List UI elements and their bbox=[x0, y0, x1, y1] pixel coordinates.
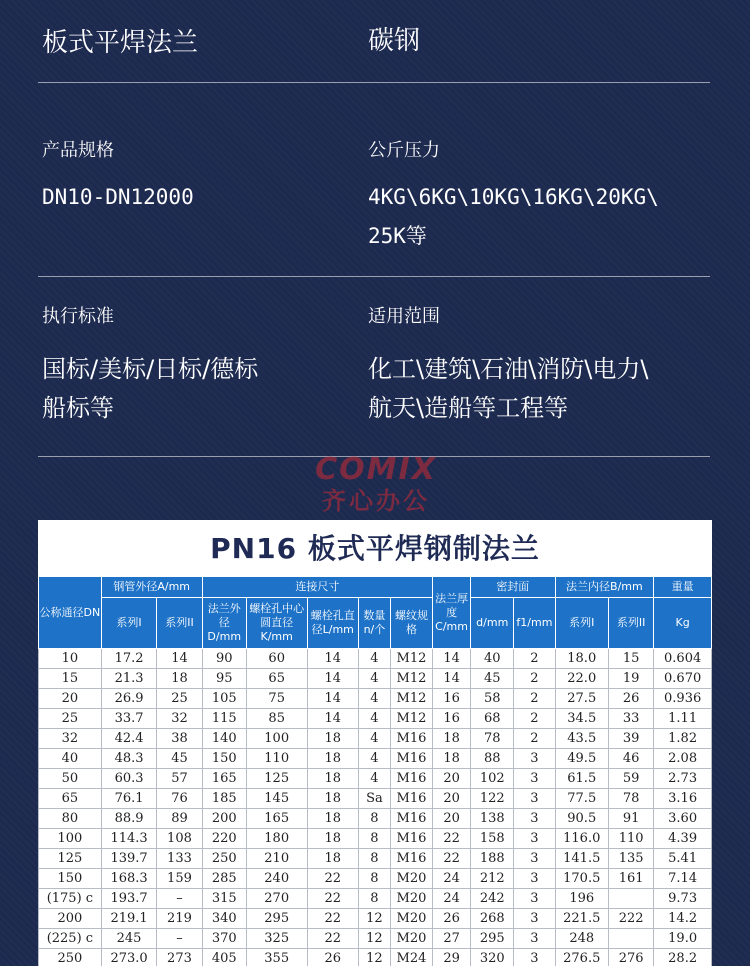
table-row bbox=[39, 949, 712, 966]
table-cell: 19 bbox=[609, 669, 654, 689]
header-flange-id: 法兰内径B/mm bbox=[555, 577, 654, 598]
table-cell: 40 bbox=[39, 749, 102, 769]
table-cell: 9.73 bbox=[654, 889, 712, 909]
header-id-s1: 系列I bbox=[555, 598, 609, 649]
table-cell: 193.7 bbox=[101, 889, 157, 909]
table-cell: 76.1 bbox=[101, 789, 157, 809]
table-cell: 33 bbox=[609, 709, 654, 729]
table-cell: 76 bbox=[157, 789, 202, 809]
table-cell: 105 bbox=[202, 689, 246, 709]
table-cell: 2 bbox=[514, 649, 555, 669]
table-cell: 133 bbox=[157, 849, 202, 869]
table-cell: 8 bbox=[358, 829, 390, 849]
table-cell: 14.2 bbox=[654, 909, 712, 929]
table-cell: 26 bbox=[307, 949, 358, 966]
table-cell: 1.82 bbox=[654, 729, 712, 749]
table-cell: M12 bbox=[390, 669, 432, 689]
table-cell: 114.3 bbox=[101, 829, 157, 849]
table-cell: 88 bbox=[471, 749, 514, 769]
table-cell: 24 bbox=[433, 889, 471, 909]
table-row bbox=[39, 689, 712, 709]
table-cell: M12 bbox=[390, 649, 432, 669]
table-cell: 355 bbox=[246, 949, 307, 966]
table-cell: 3 bbox=[514, 789, 555, 809]
table-cell: 34.5 bbox=[555, 709, 609, 729]
table-cell: 115 bbox=[202, 709, 246, 729]
table-row bbox=[39, 909, 712, 929]
table-cell: 196 bbox=[555, 889, 609, 909]
table-cell: 25 bbox=[39, 709, 102, 729]
table-cell: 80 bbox=[39, 809, 102, 829]
table-cell: 276.5 bbox=[555, 949, 609, 966]
table-cell: 18.0 bbox=[555, 649, 609, 669]
table-cell: 18 bbox=[157, 669, 202, 689]
table-cell: 270 bbox=[246, 889, 307, 909]
header-connection: 连接尺寸 bbox=[202, 577, 432, 598]
table-cell: 3 bbox=[514, 869, 555, 889]
table-cell: 12 bbox=[358, 949, 390, 966]
table-cell: 140 bbox=[202, 729, 246, 749]
table-cell: 68 bbox=[471, 709, 514, 729]
watermark-chinese: 齐心办公 bbox=[322, 487, 430, 515]
table-cell: 4 bbox=[358, 649, 390, 669]
table-row bbox=[39, 749, 712, 769]
table-cell: 3.60 bbox=[654, 809, 712, 829]
table-cell: 14 bbox=[307, 669, 358, 689]
table-cell: M20 bbox=[390, 889, 432, 909]
table-cell: 38 bbox=[157, 729, 202, 749]
table-cell: 57 bbox=[157, 769, 202, 789]
table-cell: 32 bbox=[157, 709, 202, 729]
spec-row-standard bbox=[38, 302, 710, 432]
table-cell: 200 bbox=[39, 909, 102, 929]
table-cell: M20 bbox=[390, 869, 432, 889]
pressure-value-line2: 25K等 bbox=[368, 224, 427, 248]
table-cell: 14 bbox=[433, 669, 471, 689]
table-cell: 4 bbox=[358, 669, 390, 689]
table-cell: M16 bbox=[390, 829, 432, 849]
product-material: 碳钢 bbox=[368, 26, 421, 56]
table-title: PN16 板式平焊钢制法兰 bbox=[210, 532, 540, 565]
table-cell: 185 bbox=[202, 789, 246, 809]
table-cell: M16 bbox=[390, 769, 432, 789]
table-cell: M12 bbox=[390, 689, 432, 709]
table-cell: 27 bbox=[433, 929, 471, 949]
table-cell: 14 bbox=[307, 649, 358, 669]
table-row bbox=[39, 769, 712, 789]
spec-label: 产品规格 bbox=[42, 140, 114, 161]
table-cell: 4 bbox=[358, 749, 390, 769]
header-weight: 重量 bbox=[654, 577, 712, 598]
pressure-label: 公斤压力 bbox=[368, 140, 440, 161]
table-cell: 100 bbox=[246, 729, 307, 749]
header-dn: 公称通径DN bbox=[39, 577, 102, 649]
table-cell: 85 bbox=[246, 709, 307, 729]
table-cell: 3 bbox=[514, 929, 555, 949]
header-flange-od: 法兰外径D/mm bbox=[202, 598, 246, 649]
header-series2: 系列II bbox=[157, 598, 202, 649]
table-cell: 159 bbox=[157, 869, 202, 889]
table-cell: 48.3 bbox=[101, 749, 157, 769]
table-cell bbox=[609, 889, 654, 909]
header-weight-unit: Kg bbox=[654, 598, 712, 649]
standard-value-line2: 船标等 bbox=[42, 394, 114, 422]
table-cell: 78 bbox=[609, 789, 654, 809]
table-cell: 18 bbox=[307, 789, 358, 809]
table-row bbox=[39, 649, 712, 669]
table-cell: M16 bbox=[390, 729, 432, 749]
table-cell: 188 bbox=[471, 849, 514, 869]
table-cell: 3 bbox=[514, 749, 555, 769]
table-cell: 138 bbox=[471, 809, 514, 829]
table-cell: 3 bbox=[514, 889, 555, 909]
table-cell: 7.14 bbox=[654, 869, 712, 889]
table-cell: 4 bbox=[358, 729, 390, 749]
table-cell: 18 bbox=[307, 829, 358, 849]
table-cell: 42.4 bbox=[101, 729, 157, 749]
table-cell: 125 bbox=[39, 849, 102, 869]
table-cell: 165 bbox=[202, 769, 246, 789]
table-cell: 2.73 bbox=[654, 769, 712, 789]
table-cell: 40 bbox=[471, 649, 514, 669]
table-cell: 212 bbox=[471, 869, 514, 889]
table-cell: 20 bbox=[433, 789, 471, 809]
table-cell: 3 bbox=[514, 849, 555, 869]
table-cell: 4 bbox=[358, 709, 390, 729]
table-row bbox=[39, 849, 712, 869]
table-cell: 273.0 bbox=[101, 949, 157, 966]
scope-value-line2: 航天\造船等工程等 bbox=[368, 394, 569, 422]
table-cell: 221.5 bbox=[555, 909, 609, 929]
table-cell: 161 bbox=[609, 869, 654, 889]
table-cell: 18 bbox=[307, 809, 358, 829]
product-name: 板式平焊法兰 bbox=[42, 28, 199, 58]
table-cell: 158 bbox=[471, 829, 514, 849]
table-cell: 45 bbox=[471, 669, 514, 689]
table-cell: 150 bbox=[202, 749, 246, 769]
table-cell: 77.5 bbox=[555, 789, 609, 809]
table-cell: 240 bbox=[246, 869, 307, 889]
table-cell: 8 bbox=[358, 869, 390, 889]
header-series1: 系列I bbox=[101, 598, 157, 649]
table-cell: 110 bbox=[246, 749, 307, 769]
table-cell: M20 bbox=[390, 929, 432, 949]
table-cell: 125 bbox=[246, 769, 307, 789]
header-bolt-hole: 螺栓孔直径L/mm bbox=[307, 598, 358, 649]
table-cell: M16 bbox=[390, 809, 432, 829]
table-cell: 295 bbox=[471, 929, 514, 949]
table-cell: (225) c bbox=[39, 929, 102, 949]
table-cell: 29 bbox=[433, 949, 471, 966]
table-cell bbox=[609, 929, 654, 949]
table-cell: 3 bbox=[514, 809, 555, 829]
table-cell: 26.9 bbox=[101, 689, 157, 709]
table-cell: 219.1 bbox=[101, 909, 157, 929]
table-cell: 22 bbox=[307, 929, 358, 949]
table-cell: 250 bbox=[202, 849, 246, 869]
table-cell: 25 bbox=[157, 689, 202, 709]
table-row bbox=[39, 789, 712, 809]
table-cell: 0.670 bbox=[654, 669, 712, 689]
table-cell: (175) c bbox=[39, 889, 102, 909]
table-cell: 320 bbox=[471, 949, 514, 966]
table-cell: 4 bbox=[358, 689, 390, 709]
table-cell: 18 bbox=[307, 749, 358, 769]
header-seal-f1: f1/mm bbox=[514, 598, 555, 649]
table-cell: 8 bbox=[358, 809, 390, 829]
table-cell: 219 bbox=[157, 909, 202, 929]
table-cell: 32 bbox=[39, 729, 102, 749]
table-cell: 222 bbox=[609, 909, 654, 929]
table-cell: 15 bbox=[39, 669, 102, 689]
table-cell: 276 bbox=[609, 949, 654, 966]
table-cell: 65 bbox=[246, 669, 307, 689]
table-cell: 27.5 bbox=[555, 689, 609, 709]
table-cell: M16 bbox=[390, 749, 432, 769]
table-cell: – bbox=[157, 889, 202, 909]
table-cell: 3 bbox=[514, 829, 555, 849]
table-cell: 22 bbox=[307, 869, 358, 889]
table-cell: 20 bbox=[39, 689, 102, 709]
table-cell: 141.5 bbox=[555, 849, 609, 869]
table-cell: 18 bbox=[307, 769, 358, 789]
table-cell: 18 bbox=[433, 749, 471, 769]
table-cell: 16 bbox=[433, 689, 471, 709]
table-cell: 19.0 bbox=[654, 929, 712, 949]
table-cell: 14 bbox=[433, 649, 471, 669]
table-cell: 89 bbox=[157, 809, 202, 829]
table-cell: 21.3 bbox=[101, 669, 157, 689]
table-cell: 46 bbox=[609, 749, 654, 769]
table-cell: 135 bbox=[609, 849, 654, 869]
table-cell: 2 bbox=[514, 669, 555, 689]
table-cell: 39 bbox=[609, 729, 654, 749]
table-cell: 15 bbox=[609, 649, 654, 669]
table-row bbox=[39, 829, 712, 849]
table-cell: 14 bbox=[157, 649, 202, 669]
table-cell: M16 bbox=[390, 789, 432, 809]
table-cell: 0.604 bbox=[654, 649, 712, 669]
table-cell: 22 bbox=[433, 849, 471, 869]
spec-row-name bbox=[38, 18, 710, 58]
table-cell: 285 bbox=[202, 869, 246, 889]
watermark-logo bbox=[296, 452, 456, 516]
table-cell: 273 bbox=[157, 949, 202, 966]
divider bbox=[38, 82, 710, 83]
table-cell: 18 bbox=[433, 729, 471, 749]
table-cell: 250 bbox=[39, 949, 102, 966]
table-cell: 165 bbox=[246, 809, 307, 829]
table-cell: 16 bbox=[433, 709, 471, 729]
table-cell: 22 bbox=[307, 889, 358, 909]
table-cell: M20 bbox=[390, 909, 432, 929]
table-cell: 17.2 bbox=[101, 649, 157, 669]
scope-label: 适用范围 bbox=[368, 306, 440, 327]
table-cell: 340 bbox=[202, 909, 246, 929]
table-cell: 59 bbox=[609, 769, 654, 789]
header-sealing: 密封面 bbox=[471, 577, 555, 598]
table-cell: 170.5 bbox=[555, 869, 609, 889]
table-cell: 26 bbox=[609, 689, 654, 709]
table-cell: 325 bbox=[246, 929, 307, 949]
table-cell: 200 bbox=[202, 809, 246, 829]
table-cell: 1.11 bbox=[654, 709, 712, 729]
table-cell: 65 bbox=[39, 789, 102, 809]
table-cell: 8 bbox=[358, 889, 390, 909]
table-cell: 122 bbox=[471, 789, 514, 809]
table-cell: 295 bbox=[246, 909, 307, 929]
table-cell: 45 bbox=[157, 749, 202, 769]
watermark-latin: COMIX bbox=[315, 452, 437, 487]
table-cell: 4 bbox=[358, 769, 390, 789]
table-cell: 245 bbox=[101, 929, 157, 949]
table-cell: 90.5 bbox=[555, 809, 609, 829]
table-cell: 14 bbox=[307, 709, 358, 729]
table-cell: 180 bbox=[246, 829, 307, 849]
table-cell: Sa bbox=[358, 789, 390, 809]
table-cell: 220 bbox=[202, 829, 246, 849]
table-cell: 28.2 bbox=[654, 949, 712, 966]
table-cell: 145 bbox=[246, 789, 307, 809]
table-cell: 2.08 bbox=[654, 749, 712, 769]
header-bolt-circle: 螺栓孔中心圆直径K/mm bbox=[246, 598, 307, 649]
spec-value: DN10-DN12000 bbox=[42, 185, 194, 209]
table-cell: 370 bbox=[202, 929, 246, 949]
pressure-value-line1: 4KG\6KG\10KG\16KG\20KG\ bbox=[368, 185, 659, 209]
table-cell: 2 bbox=[514, 689, 555, 709]
table-cell: 2 bbox=[514, 729, 555, 749]
table-row bbox=[39, 709, 712, 729]
table-cell: – bbox=[157, 929, 202, 949]
table-row bbox=[39, 809, 712, 829]
table-cell: 4.39 bbox=[654, 829, 712, 849]
table-row bbox=[39, 869, 712, 889]
table-cell: 75 bbox=[246, 689, 307, 709]
table-cell: 26 bbox=[433, 909, 471, 929]
table-cell: 12 bbox=[358, 909, 390, 929]
table-cell: 58 bbox=[471, 689, 514, 709]
table-cell: 5.41 bbox=[654, 849, 712, 869]
flange-table-panel bbox=[38, 520, 712, 966]
divider bbox=[38, 276, 710, 277]
header-bolt-qty: 数量n/个 bbox=[358, 598, 390, 649]
table-cell: 3.16 bbox=[654, 789, 712, 809]
table-cell: 91 bbox=[609, 809, 654, 829]
table-cell: 60.3 bbox=[101, 769, 157, 789]
table-cell: 110 bbox=[609, 829, 654, 849]
header-thickness: 法兰厚度C/mm bbox=[433, 577, 471, 649]
table-cell: 2 bbox=[514, 709, 555, 729]
table-cell: 49.5 bbox=[555, 749, 609, 769]
table-body bbox=[39, 649, 712, 966]
table-cell: 315 bbox=[202, 889, 246, 909]
table-cell: 22 bbox=[433, 829, 471, 849]
header-id-s2: 系列II bbox=[609, 598, 654, 649]
table-cell: 50 bbox=[39, 769, 102, 789]
header-bolt-thread: 螺纹规格 bbox=[390, 598, 432, 649]
table-cell: 108 bbox=[157, 829, 202, 849]
table-cell: 3 bbox=[514, 949, 555, 966]
header-pipe-od: 钢管外径A/mm bbox=[101, 577, 202, 598]
table-cell: 150 bbox=[39, 869, 102, 889]
table-cell: 248 bbox=[555, 929, 609, 949]
table-cell: 10 bbox=[39, 649, 102, 669]
table-cell: 139.7 bbox=[101, 849, 157, 869]
table-cell: 12 bbox=[358, 929, 390, 949]
table-cell: 22 bbox=[307, 909, 358, 929]
table-cell: 90 bbox=[202, 649, 246, 669]
table-cell: 242 bbox=[471, 889, 514, 909]
header-seal-d: d/mm bbox=[471, 598, 514, 649]
table-cell: 0.936 bbox=[654, 689, 712, 709]
table-cell: 8 bbox=[358, 849, 390, 869]
table-cell: 100 bbox=[39, 829, 102, 849]
table-cell: 102 bbox=[471, 769, 514, 789]
table-cell: 95 bbox=[202, 669, 246, 689]
table-cell: 61.5 bbox=[555, 769, 609, 789]
table-row bbox=[39, 669, 712, 689]
table-cell: 3 bbox=[514, 909, 555, 929]
table-cell: 22.0 bbox=[555, 669, 609, 689]
table-cell: 43.5 bbox=[555, 729, 609, 749]
table-row bbox=[39, 729, 712, 749]
table-cell: 210 bbox=[246, 849, 307, 869]
scope-value-line1: 化工\建筑\石油\消防\电力\ bbox=[368, 355, 649, 383]
table-cell: M16 bbox=[390, 849, 432, 869]
table-cell: M24 bbox=[390, 949, 432, 966]
table-cell: 24 bbox=[433, 869, 471, 889]
table-cell: 33.7 bbox=[101, 709, 157, 729]
table-cell: 116.0 bbox=[555, 829, 609, 849]
table-cell: 3 bbox=[514, 769, 555, 789]
table-cell: 20 bbox=[433, 809, 471, 829]
table-cell: 18 bbox=[307, 729, 358, 749]
spec-row-size bbox=[38, 136, 710, 256]
table-cell: M12 bbox=[390, 709, 432, 729]
table-cell: 88.9 bbox=[101, 809, 157, 829]
table-cell: 20 bbox=[433, 769, 471, 789]
standard-label: 执行标准 bbox=[42, 306, 114, 327]
standard-value-line1: 国标/美标/日标/德标 bbox=[42, 355, 259, 383]
table-cell: 405 bbox=[202, 949, 246, 966]
flange-spec-table bbox=[38, 576, 712, 966]
table-cell: 18 bbox=[307, 849, 358, 869]
table-cell: 78 bbox=[471, 729, 514, 749]
table-cell: 168.3 bbox=[101, 869, 157, 889]
table-cell: 268 bbox=[471, 909, 514, 929]
table-row bbox=[39, 889, 712, 909]
table-cell: 60 bbox=[246, 649, 307, 669]
table-row bbox=[39, 929, 712, 949]
table-cell: 14 bbox=[307, 689, 358, 709]
